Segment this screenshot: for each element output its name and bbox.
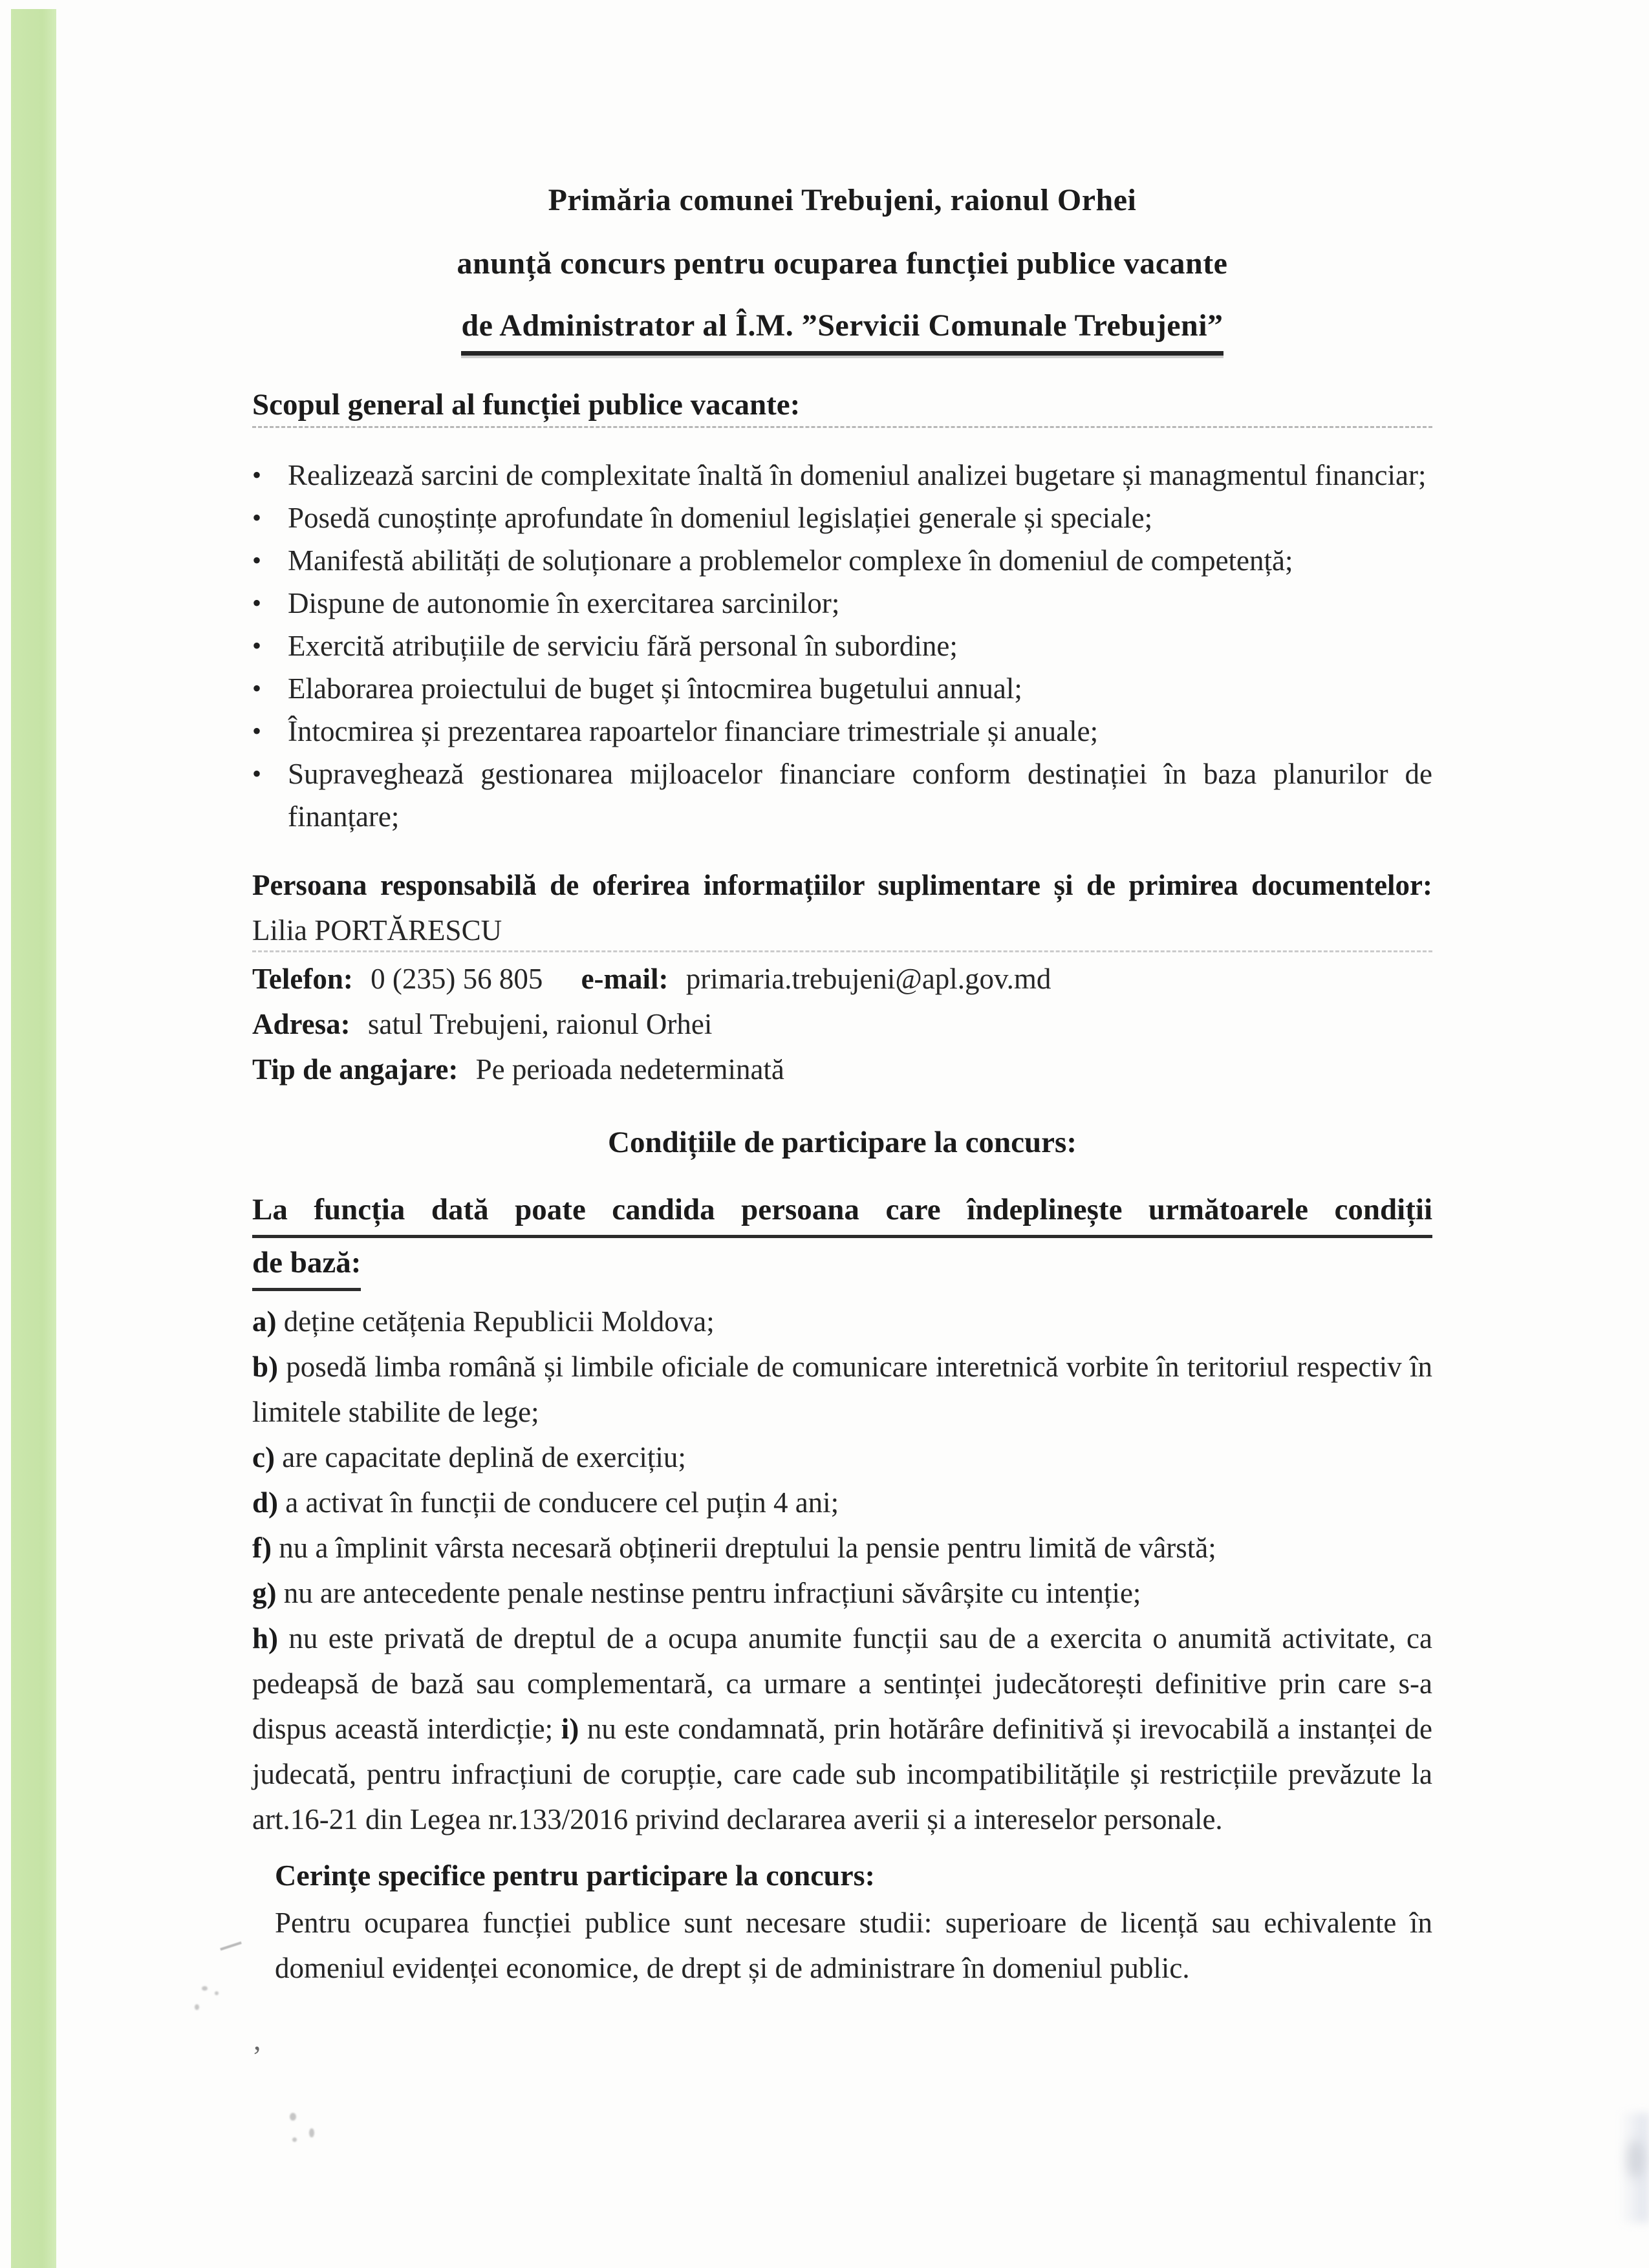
scope-bullet-list [252,454,1432,838]
bullet-text: Realizează sarcini de complexitate înaltă în domeniul analizei bugetare și managmentul financiar; [288,459,1427,491]
bullet-text: Elaborarea proiectului de buget și întocmirea bugetului annual; [288,672,1022,705]
condition-marker: d) [252,1486,279,1519]
email-label: e-mail: [581,963,669,995]
bullet-item [252,625,1432,667]
condition-marker: g) [252,1577,277,1609]
condition-text: a activat în funcții de conducere cel puțin 4 ani; [285,1486,839,1519]
bullet-item [252,710,1432,753]
bullet-icon [252,582,288,625]
scan-artifact [220,1942,242,1951]
condition-marker: c) [252,1441,275,1473]
scan-artifact [195,2004,199,2010]
scan-artifact [292,2137,297,2142]
condition-marker: h) [252,1622,279,1654]
condition-item-f [252,1525,1432,1570]
participation-heading: Condițiile de participare la concurs: [608,1126,1077,1159]
responsible-name: Lilia PORTĂRESCU [252,914,502,947]
responsible-label: Persoana responsabilă de oferirea informațiilor suplimentare și de primirea documentelor: [252,869,1432,901]
bullet-text: Întocmirea și prezentarea rapoartelor financiare trimestriale și anuale; [288,715,1099,747]
scan-edge-smudge [1627,2140,1644,2179]
bullet-item [252,454,1432,497]
bullet-text: Posedă cunoștințe aprofundate în domeniul legislației generale și speciale; [288,502,1153,534]
condition-text: nu este privată de dreptul de a ocupa anumite funcții sau de a exercita o anumită activitate, ca pedeapsă de bază sau complementară, ca urmare a sentinței judecătorești definitive prin care s-a dispus această interdicție; [252,1622,1432,1745]
condition-text: posedă limba română și limbile oficiale de comunicare interetnică vorbite în teritoriul respectiv în limitele stabilite de lege; [252,1351,1433,1428]
document-content [252,181,1432,1991]
participation-intro-line-2: de bază: [252,1242,361,1291]
phone-value: 0 (235) 56 805 [371,963,543,995]
address-label: Adresa: [252,1008,350,1040]
bullet-icon [252,753,288,838]
bullet-item [252,582,1432,625]
employment-type-line [252,1047,1432,1092]
bullet-icon [252,497,288,539]
bullet-item [252,753,1432,838]
document-title-line-1: Primăria comunei Trebujeni, raionul Orhei [548,183,1137,217]
condition-item-c [252,1435,1432,1480]
bullet-icon [252,539,288,582]
employment-type-value: Pe perioada nedeterminată [475,1053,784,1086]
bullet-text: Supraveghează gestionarea mijloacelor financiare conform destinației în baza planurilor de finanțare; [288,758,1432,833]
scan-artifact [215,1991,219,1995]
bullet-icon [252,625,288,667]
phone-label: Telefon: [252,963,353,995]
participation-intro-line-1: La funcția dată poate candida persoana care îndeplinește următoarele condiții [252,1189,1432,1238]
specific-requirements-section [275,1856,1432,1991]
bullet-icon [252,710,288,753]
address-line [252,1001,1432,1047]
condition-text: nu a împlinit vârsta necesară obținerii dreptului la pensie pentru limită de vârstă; [279,1532,1216,1564]
condition-item-h-i [252,1616,1432,1842]
condition-text: deține cetățenia Republicii Moldova; [283,1305,715,1338]
condition-item-d [252,1480,1432,1525]
document-title-line-2: anunță concurs pentru ocuparea funcției publice vacante [457,246,1228,281]
employment-type-label: Tip de angajare: [252,1053,458,1086]
address-value: satul Trebujeni, raionul Orhei [367,1008,713,1040]
scan-dotted-rule [252,426,1432,428]
contact-block [252,862,1432,1092]
bullet-text: Manifestă abilități de soluționare a problemelor complexe în domeniul de competență; [288,544,1293,577]
scan-artifact [290,2113,296,2121]
scan-margin-strip [11,9,56,2268]
bullet-text: Exercită atribuțiile de serviciu fără personal în subordine; [288,630,958,662]
scan-dotted-rule [252,950,1432,952]
bullet-item [252,539,1432,582]
condition-marker: i) [561,1713,579,1745]
scan-artifact [202,1986,208,1991]
condition-text: are capacitate deplină de exercițiu; [282,1441,686,1473]
phone-email-line [252,956,1432,1001]
condition-text: nu are antecedente penale nestinse pentru infracțiuni săvârșite cu intenție; [283,1577,1141,1609]
conditions-list [252,1299,1432,1842]
participation-intro [252,1189,1432,1291]
scan-artifact: , [253,2023,261,2056]
document-title-line-3 [252,306,1432,356]
document-title-underlined-text: de Administrator al Î.M. ”Servicii Comunale Trebujeni” [461,306,1223,356]
bullet-item [252,667,1432,710]
condition-item-a [252,1299,1432,1344]
bullet-text: Dispune de autonomie în exercitarea sarcinilor; [288,587,840,619]
email-value: primaria.trebujeni@apl.gov.md [685,963,1051,995]
responsible-person-line [252,862,1432,953]
condition-text: nu este condamnată, prin hotărâre definitivă și irevocabilă a instanței de judecată, pentru infracțiuni de corupție, care cade sub incompatibilitățile și restricțiile prevăzute la art.16-21 din Legea nr.133/2016 privind declararea averii și a intereselor personale. [252,1713,1433,1835]
bullet-icon [252,454,288,497]
scope-heading: Scopul general al funcției publice vacante: [252,388,801,422]
bullet-icon [252,667,288,710]
condition-marker: b) [252,1351,279,1383]
condition-marker: a) [252,1305,277,1338]
scan-artifact [309,2128,314,2137]
condition-item-g [252,1570,1432,1616]
condition-item-b [252,1344,1432,1435]
bullet-item [252,497,1432,539]
specific-requirements-body: Pentru ocuparea funcției publice sunt necesare studii: superioare de licență sau echivalente în domeniul evidenței economice, de drept și de administrare în domeniul public. [275,1907,1432,1984]
condition-marker: f) [252,1532,272,1564]
specific-requirements-heading: Cerințe specifice pentru participare la concurs: [275,1859,875,1892]
